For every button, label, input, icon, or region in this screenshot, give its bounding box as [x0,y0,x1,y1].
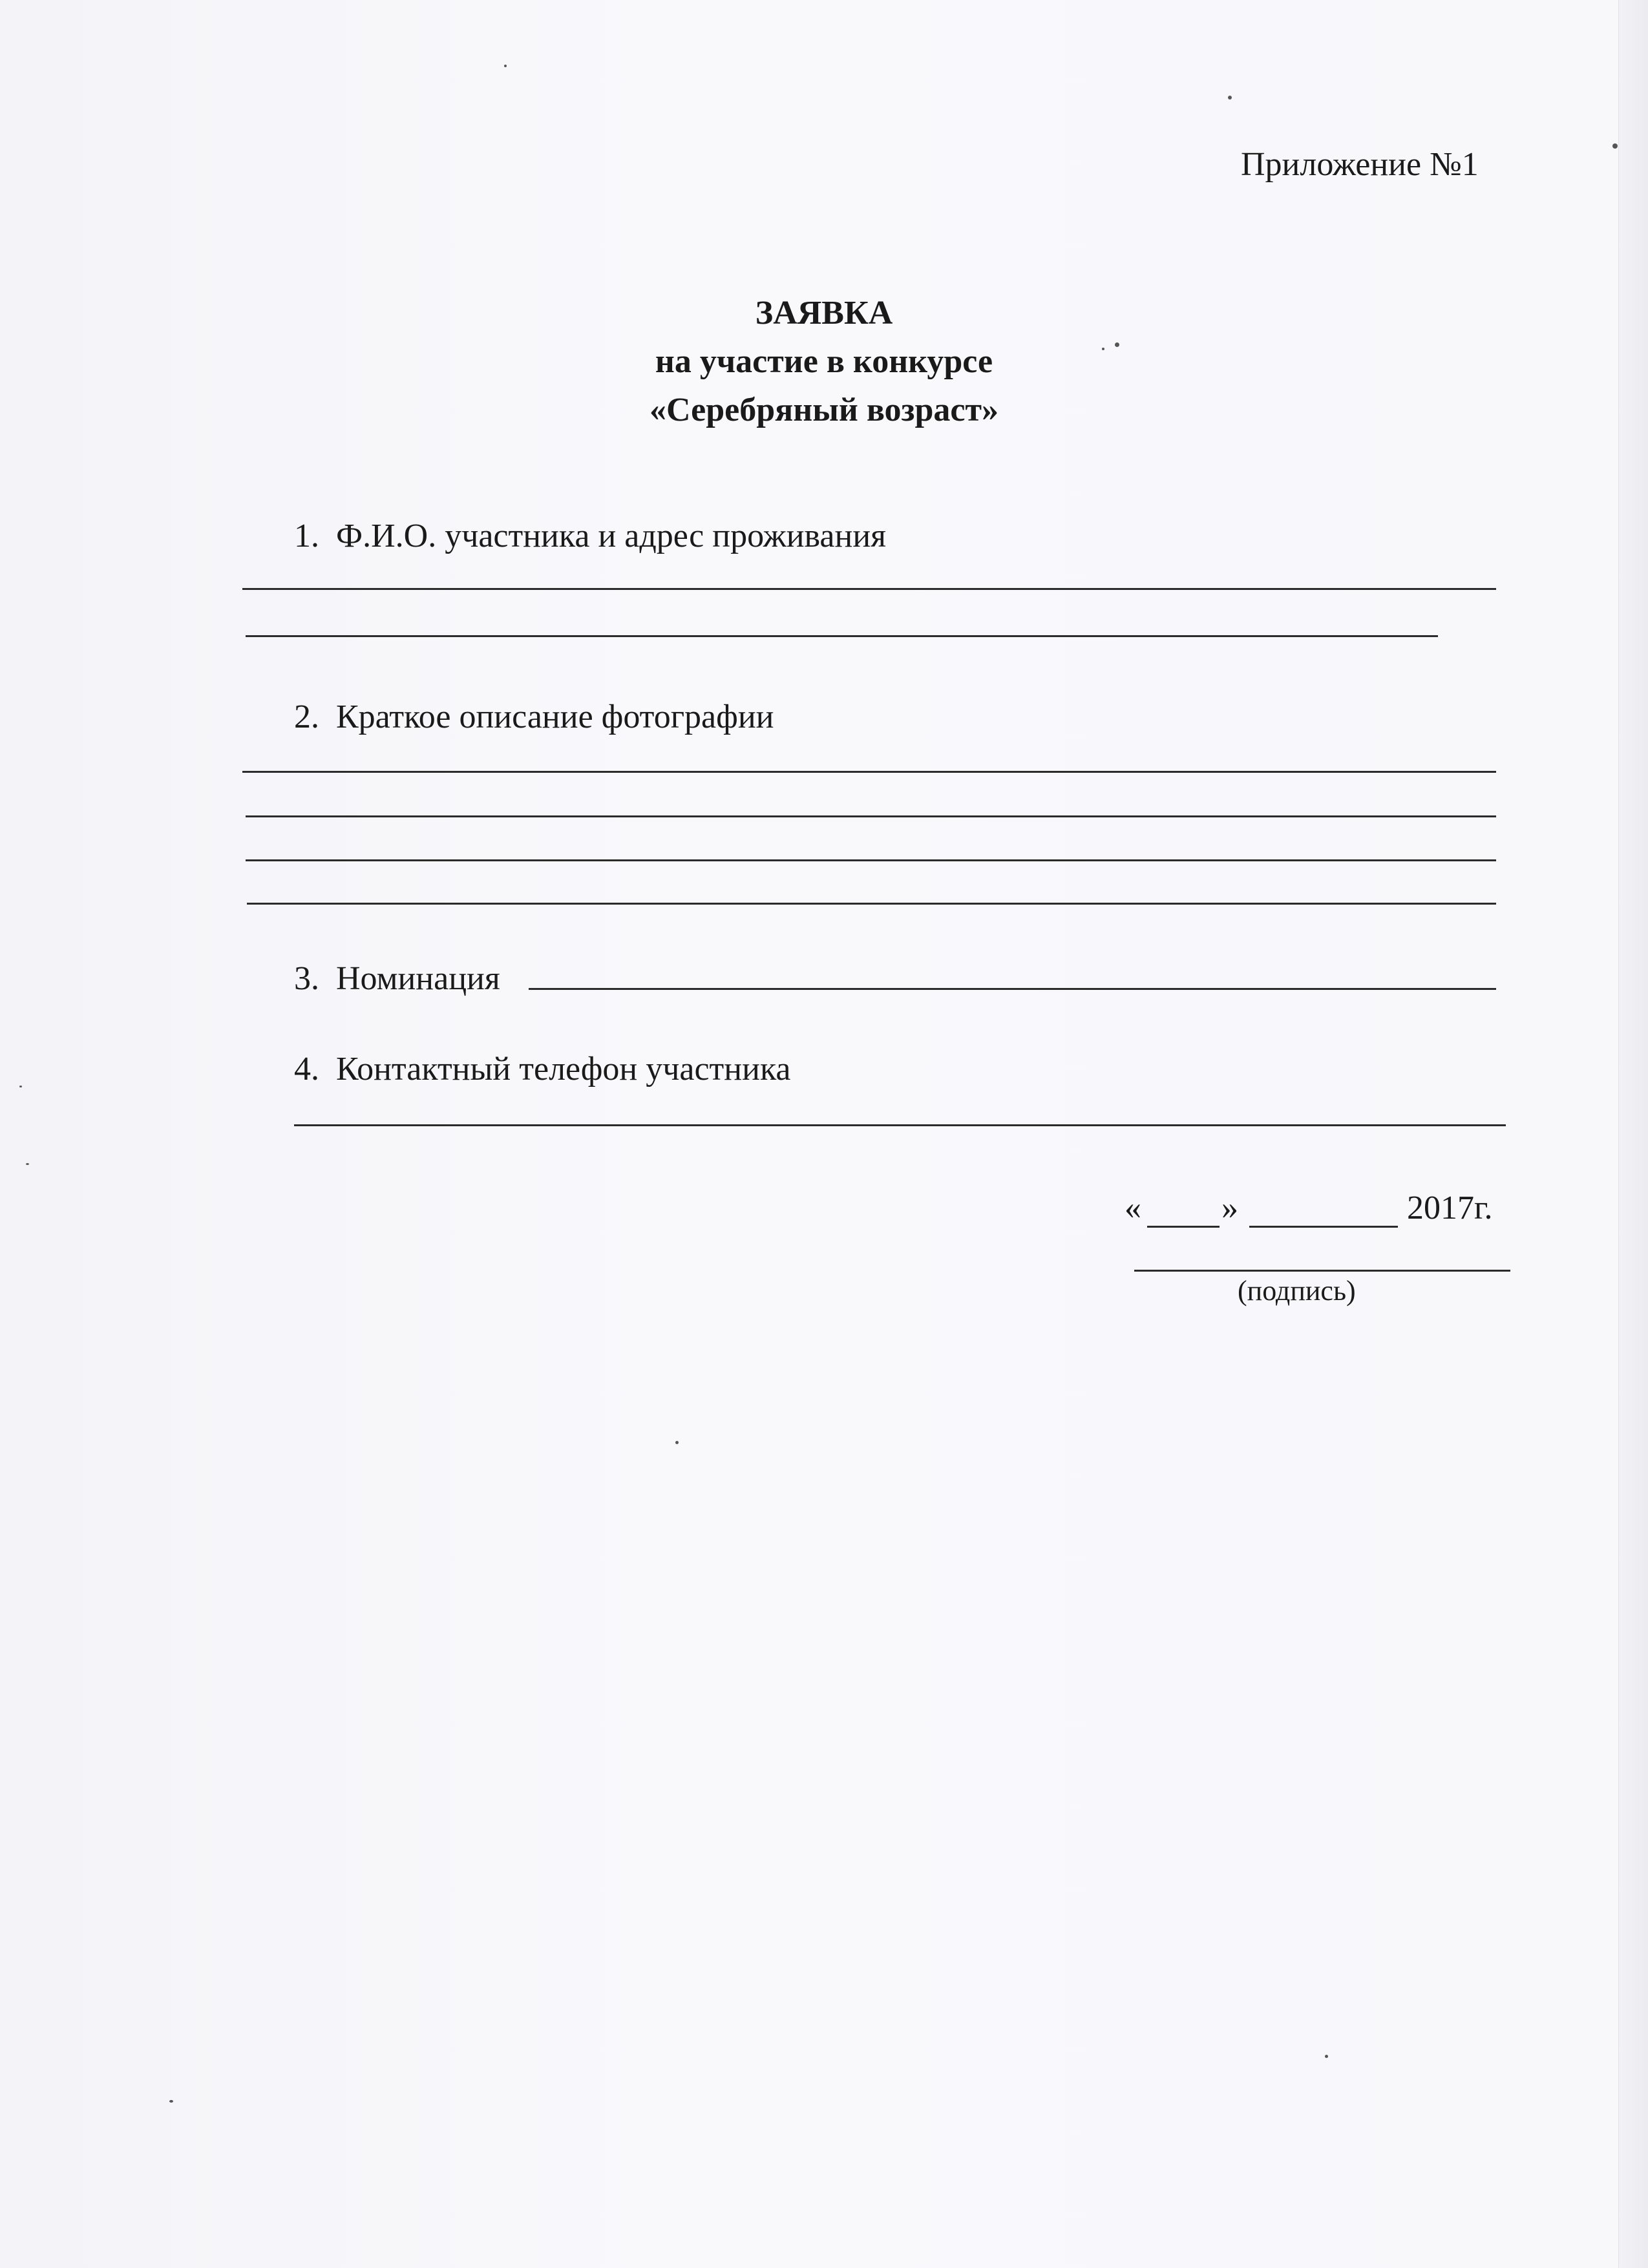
date-open-quote: « [1125,1190,1141,1226]
date-year: 2017г. [1407,1190,1493,1226]
contest-name: «Серебряный возраст» [649,392,998,428]
item-label-photo-description: Краткое описание фотографии [336,698,774,735]
scan-speck [169,2100,173,2103]
signature-caption: (подпись) [1238,1275,1356,1307]
fill-line-photo-description[interactable] [242,771,1496,773]
fill-line-signature[interactable] [1134,1270,1510,1272]
scan-speck [1228,96,1232,100]
item-number: 3. [294,960,319,997]
fill-line-month[interactable] [1249,1226,1398,1228]
scan-speck [1612,143,1618,149]
fill-line-name-address[interactable] [246,635,1438,637]
scan-speck [19,1086,22,1087]
fill-line-day[interactable] [1147,1226,1220,1228]
fill-line-photo-description[interactable] [247,903,1496,905]
item-label-nomination: Номинация [336,960,500,997]
item-number: 2. [294,698,319,735]
scan-speck [26,1163,29,1165]
scan-speck [504,65,507,67]
fill-line-nomination[interactable] [529,988,1496,990]
title-subline: на участие в конкурсе [655,343,993,380]
page-edge [1618,0,1648,2268]
page-title: ЗАЯВКА [755,295,893,331]
fill-line-photo-description[interactable] [246,859,1496,861]
fill-line-contact-phone[interactable] [294,1124,1506,1126]
item-number: 4. [294,1051,319,1087]
scan-speck [1325,2055,1328,2058]
date-close-quote: » [1221,1190,1238,1226]
fill-line-photo-description[interactable] [246,815,1496,817]
scan-speck [675,1441,679,1444]
fill-line-name-address[interactable] [242,588,1496,590]
item-label-name-address: Ф.И.О. участника и адрес проживания [336,518,887,554]
appendix-label: Приложение №1 [1241,146,1479,183]
item-number: 1. [294,518,319,554]
item-label-contact-phone: Контактный телефон участника [336,1051,791,1087]
